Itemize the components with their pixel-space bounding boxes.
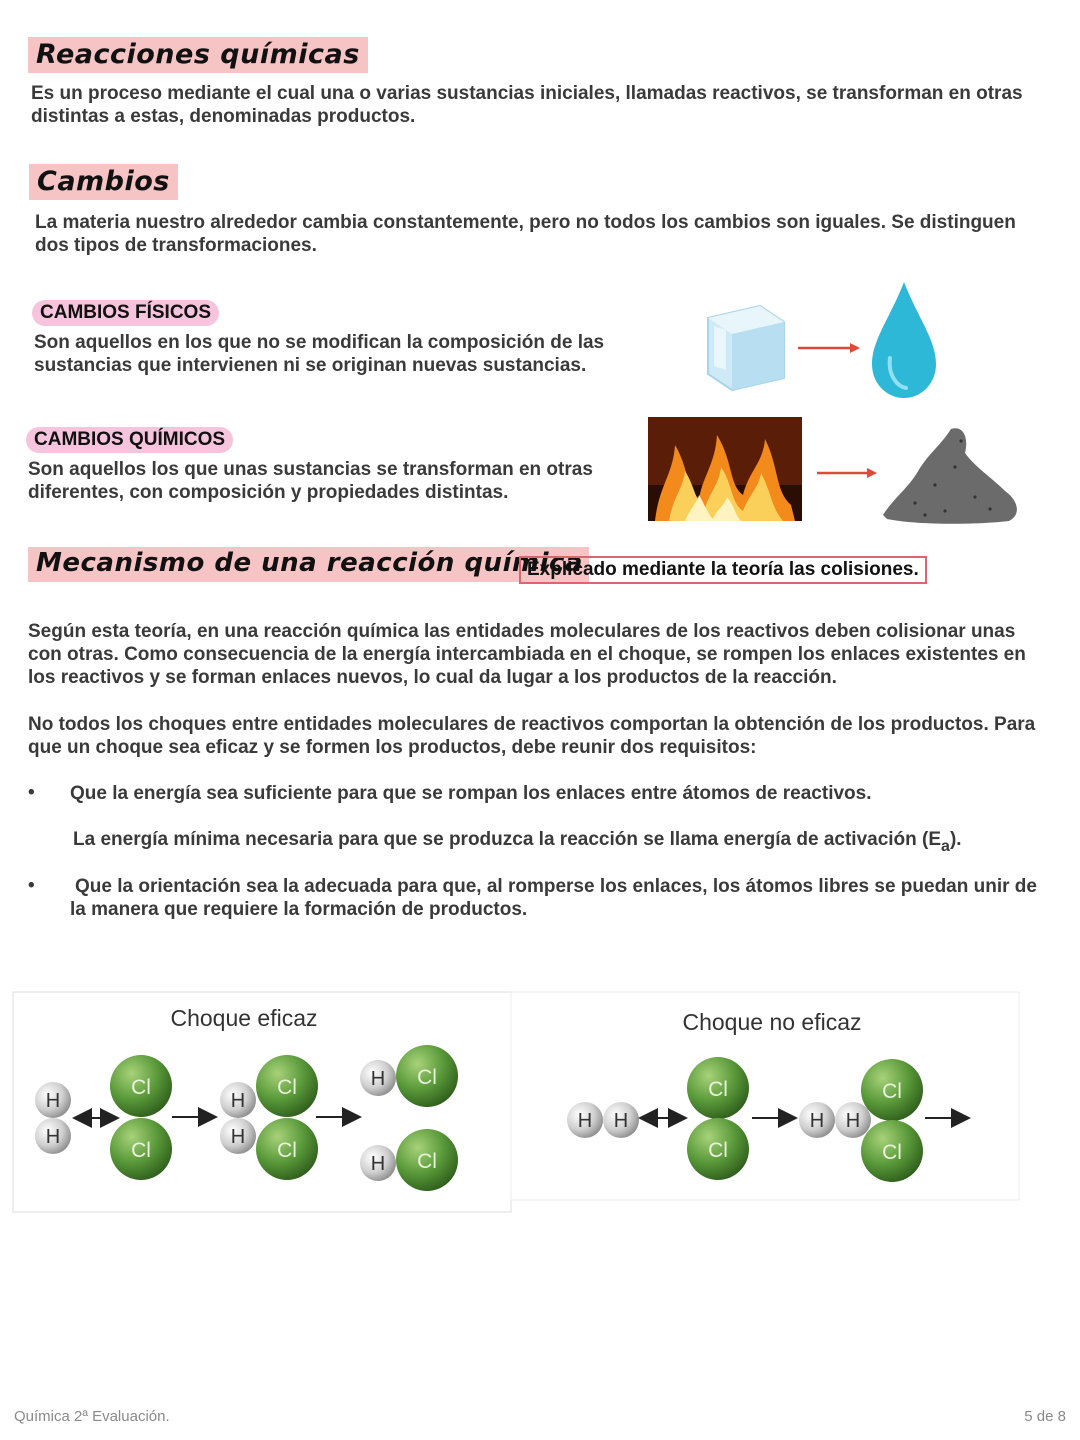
bullet-1-marker: • — [28, 782, 35, 803]
subtitle-fisicos: CAMBIOS FÍSICOS — [32, 300, 219, 326]
title-mecanismo: Mecanismo de una reacción química — [28, 547, 589, 582]
atom-label: Cl — [708, 1078, 728, 1101]
bullet-1-text: Que la energía sea suficiente para que se rompan los enlaces entre átomos de reactivos. — [70, 783, 872, 804]
arrow-icon — [817, 468, 877, 478]
ash-pile-icon — [883, 428, 1017, 524]
collision-diagram — [12, 990, 1022, 1215]
atom-label: H — [45, 1126, 61, 1148]
atom-label: H — [230, 1126, 246, 1148]
no-eficaz-title: Choque no eficaz — [682, 1009, 862, 1035]
atom-label: Cl — [417, 1066, 437, 1089]
atom-label: H — [809, 1110, 825, 1132]
activation-energy-end: ). — [949, 829, 962, 850]
ice-cube-icon — [708, 306, 784, 390]
atom-label: H — [577, 1110, 593, 1132]
bullet-2-marker: • — [28, 875, 35, 896]
text-mecanismo-2: No todos los choques entre entidades moleculares de reactivos comportan la obtención de los productos. Para que un choque sea eficaz y se formen los productos, debe reunir dos requisitos: — [28, 714, 1036, 758]
activation-energy-note — [73, 828, 1053, 858]
theory-box: Explicado mediante la teoría las colisiones. — [519, 556, 927, 584]
atom-label: Cl — [131, 1139, 151, 1162]
text-mecanismo-1: Según esta teoría, en una reacción química las entidades moleculares de los reactivos deben colisionar unas con otras. Como consecuencia de la energía intercambiada en el choque, se rompen los enlaces existentes en los reactivos y se forman enlaces nuevos, lo cual da lugar a los productos de la reacción. — [28, 621, 1026, 688]
text-fisicos: Son aquellos en los que no se modifican la composición de las sustancias que intervienen ni se originan nuevas sustancias. — [34, 332, 605, 376]
text-cambios: La materia nuestro alrededor cambia constantemente, pero no todos los cambios son iguales. Se distinguen dos tipos de transformaciones. — [35, 212, 1016, 256]
bullet-2-text: Que la orientación sea la adecuada para que, al romperse los enlaces, los átomos libres se puedan unir de la manera que requiere la formación de productos. — [70, 876, 1037, 920]
atom-label: H — [230, 1090, 246, 1112]
atom-label: Cl — [882, 1080, 902, 1103]
atom-label: Cl — [708, 1139, 728, 1162]
atom-label: Cl — [277, 1139, 297, 1162]
title-reacciones: Reacciones químicas — [28, 37, 368, 73]
title-cambios: Cambios — [29, 164, 178, 200]
atom-label: Cl — [417, 1150, 437, 1173]
page-number: 5 de 8 — [1024, 1408, 1066, 1425]
activation-energy-subscript: a — [941, 838, 950, 855]
atom-label: Cl — [882, 1141, 902, 1164]
eficaz-title: Choque eficaz — [170, 1005, 318, 1031]
footer-title: Química 2ª Evaluación. — [14, 1408, 170, 1425]
atom-label: H — [45, 1090, 61, 1112]
atom-label: Cl — [277, 1076, 297, 1099]
atom-label: H — [845, 1110, 861, 1132]
ice-to-water-illustration — [690, 278, 960, 403]
activation-energy-text: La energía mínima necesaria para que se produzca la reacción se llama energía de activación (E — [73, 829, 942, 850]
arrow-icon — [798, 343, 860, 353]
atom-label: H — [613, 1110, 629, 1132]
fire-icon — [648, 417, 802, 521]
fire-to-ash-illustration — [645, 415, 1025, 527]
water-drop-icon — [872, 282, 936, 398]
text-reacciones: Es un proceso mediante el cual una o varias sustancias iniciales, llamadas reactivos, se transforman en otras distintas a estas, denominadas productos. — [31, 83, 1023, 127]
atom-label: H — [370, 1068, 386, 1090]
atom-label: H — [370, 1153, 386, 1175]
text-quimicos: Son aquellos los que unas sustancias se transforman en otras diferentes, con composición y propiedades distintas. — [28, 459, 593, 503]
atom-label: Cl — [131, 1076, 151, 1099]
subtitle-quimicos: CAMBIOS QUÍMICOS — [26, 427, 233, 453]
